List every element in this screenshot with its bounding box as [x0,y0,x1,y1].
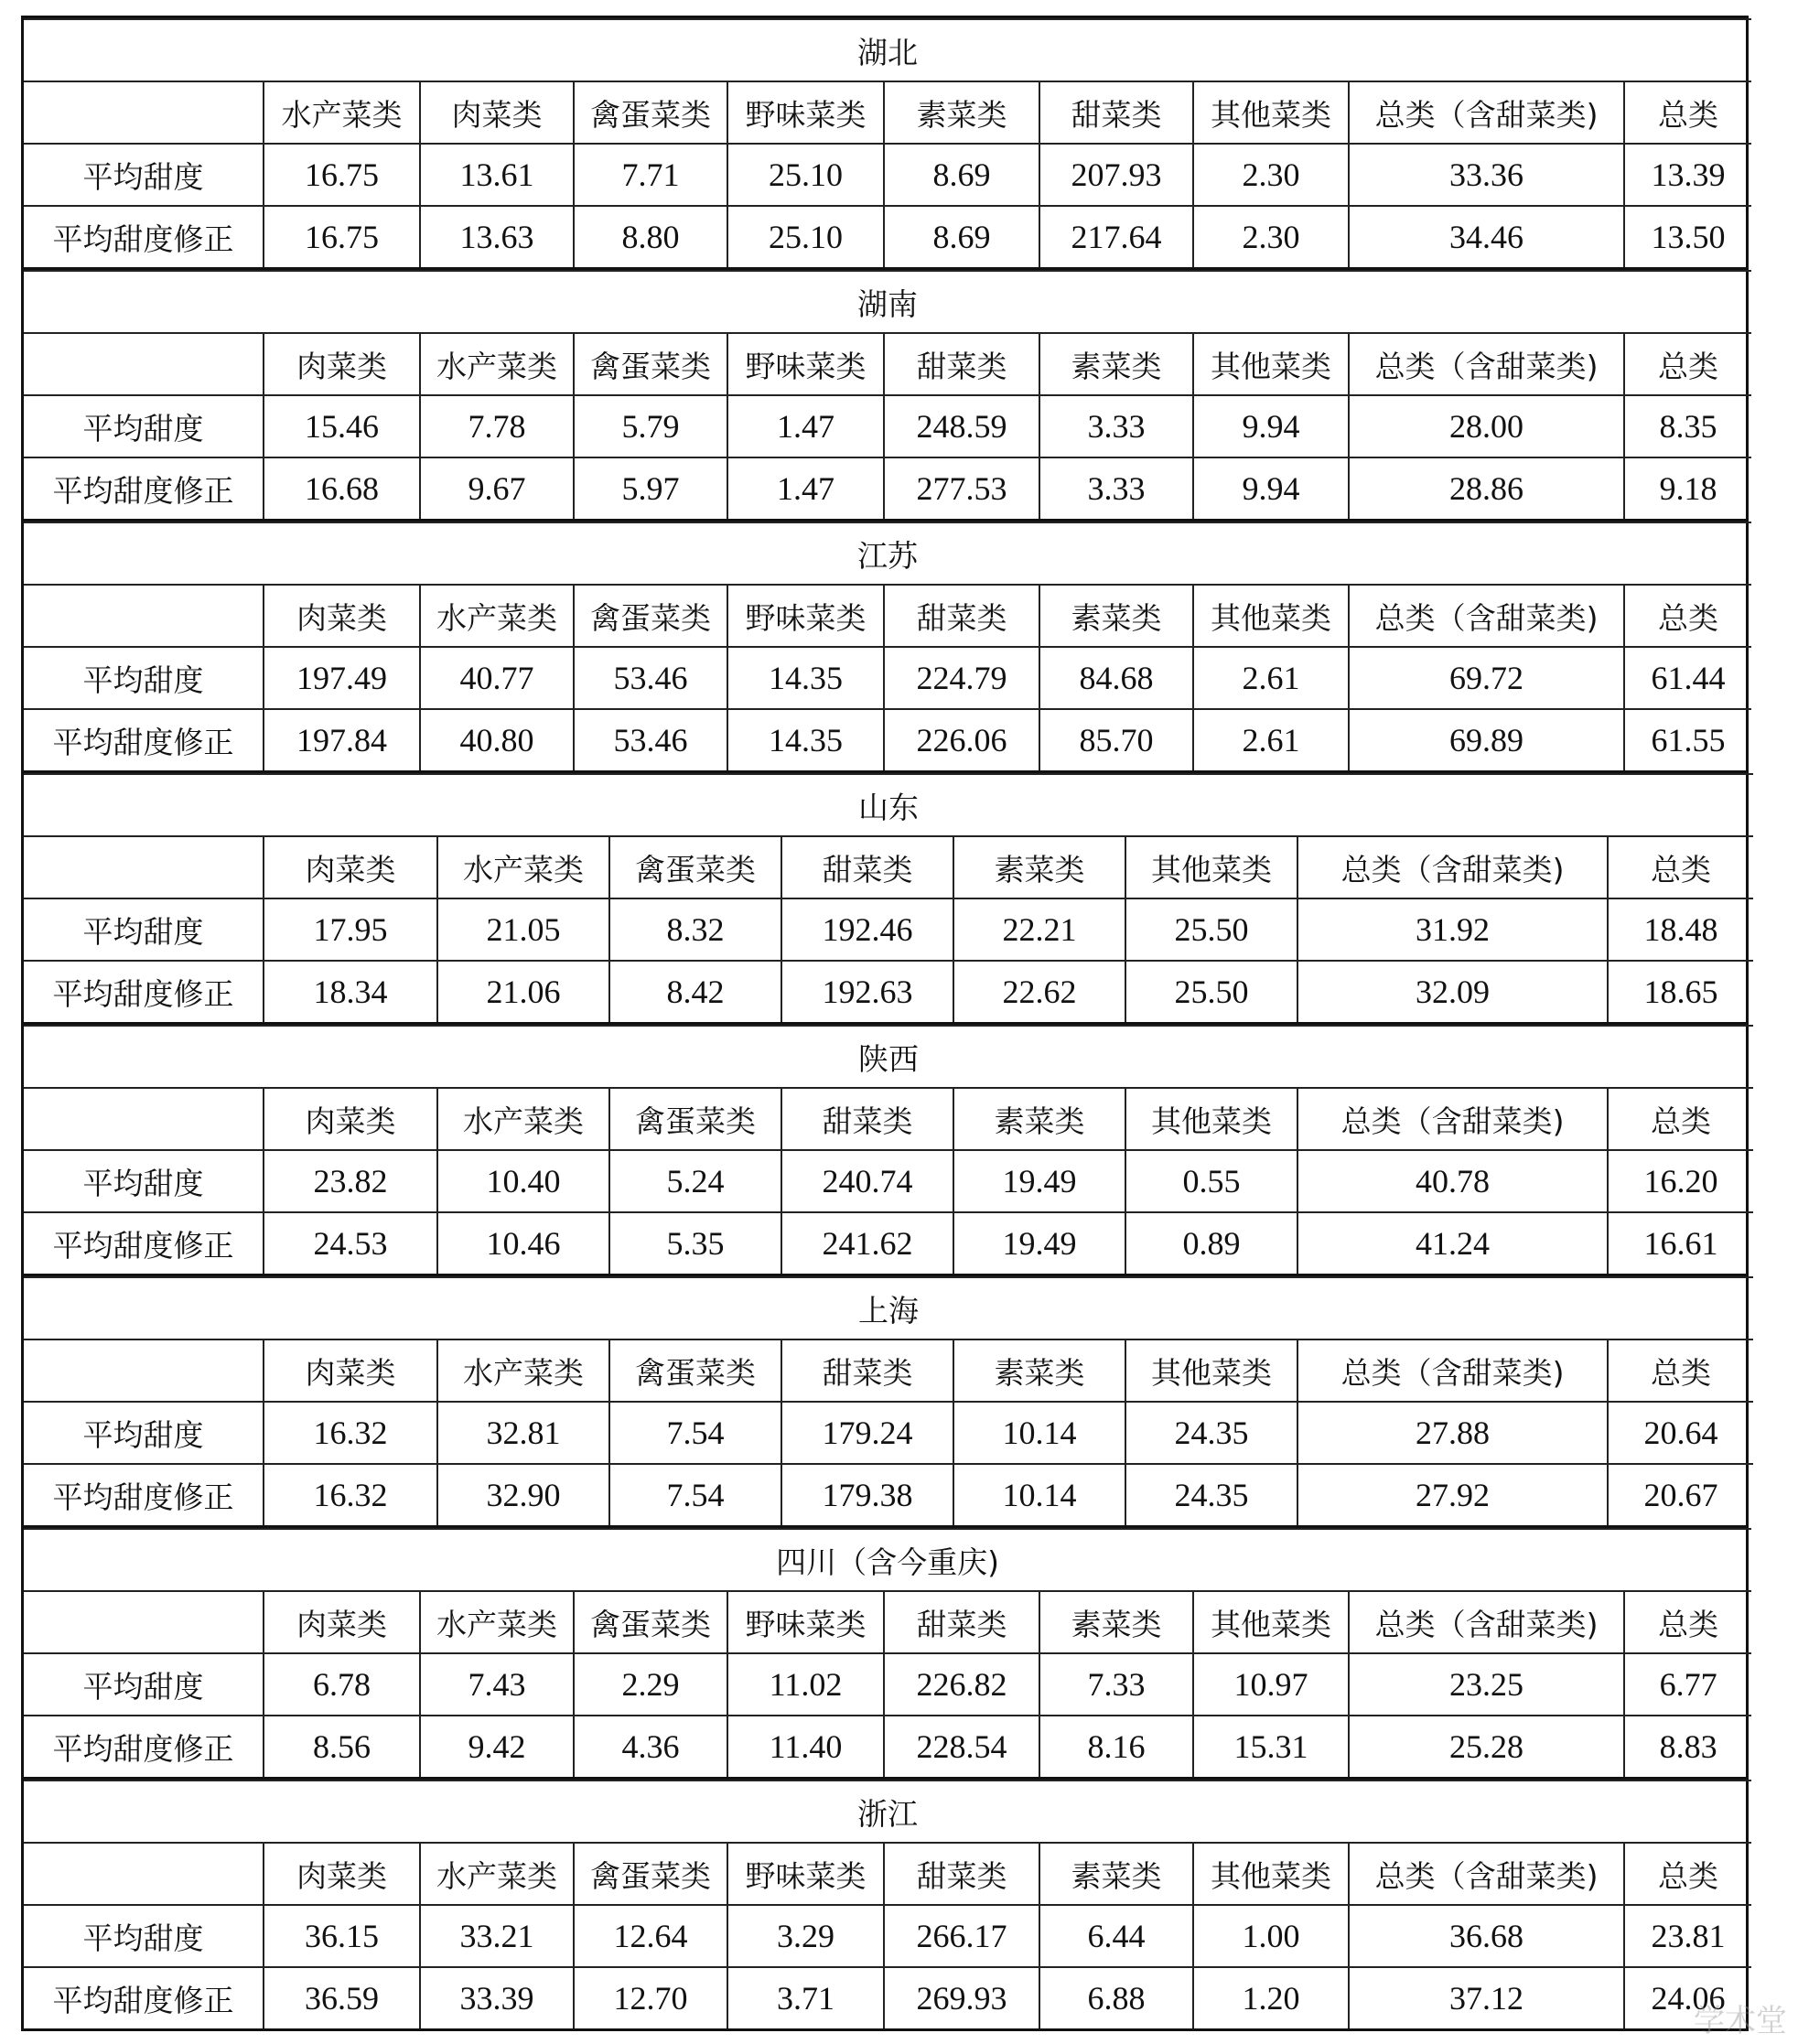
column-header: 素菜类 [953,836,1125,898]
row-label: 平均甜度 [24,1905,264,1967]
value-cell: 8.83 [1624,1716,1751,1777]
region-title: 浙江 [24,1780,1751,1843]
value-cell: 22.62 [953,961,1125,1022]
value-cell: 10.14 [953,1402,1125,1464]
value-cell: 3.33 [1039,395,1193,457]
value-cell: 10.97 [1193,1653,1349,1716]
value-cell: 19.49 [953,1150,1125,1212]
value-cell: 20.64 [1608,1402,1753,1464]
value-cell: 197.49 [264,647,420,709]
value-cell: 5.79 [574,395,727,457]
value-cell: 2.30 [1193,206,1349,267]
region-title: 湖北 [24,19,1751,81]
region-title: 四川（含今重庆) [24,1529,1751,1591]
table-row [24,709,1751,770]
value-cell: 9.18 [1624,457,1751,519]
value-cell: 16.68 [264,457,420,519]
value-cell: 13.63 [420,206,574,267]
value-cell: 23.81 [1624,1905,1751,1967]
value-cell: 0.55 [1125,1150,1297,1212]
value-cell: 85.70 [1039,709,1193,770]
column-header: 禽蛋菜类 [574,81,727,144]
empty-corner-cell [24,585,264,647]
value-cell: 7.54 [609,1402,781,1464]
column-header: 甜菜类 [1039,81,1193,144]
row-label: 平均甜度修正 [24,457,264,519]
table-row [24,1464,1753,1525]
column-header: 其他菜类 [1193,1591,1349,1653]
empty-corner-cell [24,1088,264,1150]
value-cell: 8.16 [1039,1716,1193,1777]
value-cell: 17.95 [264,898,437,961]
value-cell: 248.59 [884,395,1039,457]
value-cell: 33.21 [420,1905,574,1967]
value-cell: 12.64 [574,1905,727,1967]
row-label: 平均甜度修正 [24,961,264,1022]
value-cell: 13.50 [1624,206,1751,267]
column-header: 其他菜类 [1193,81,1349,144]
column-header: 总类 [1608,1088,1753,1150]
column-header: 甜菜类 [884,1843,1039,1905]
row-label: 平均甜度 [24,144,264,206]
column-header: 禽蛋菜类 [609,1088,781,1150]
value-cell: 240.74 [781,1150,953,1212]
value-cell: 22.21 [953,898,1125,961]
region-title: 上海 [24,1277,1753,1339]
column-header: 总类（含甜菜类) [1349,585,1624,647]
column-header: 总类（含甜菜类) [1349,333,1624,395]
value-cell: 269.93 [884,1967,1039,2028]
value-cell: 9.94 [1193,457,1349,519]
value-cell: 53.46 [574,709,727,770]
region-title: 山东 [24,774,1753,836]
value-cell: 69.72 [1349,647,1624,709]
column-header: 素菜类 [1039,1591,1193,1653]
column-header: 野味菜类 [727,585,884,647]
empty-corner-cell [24,836,264,898]
column-header: 甜菜类 [884,333,1039,395]
column-header: 水产菜类 [420,585,574,647]
value-cell: 16.20 [1608,1150,1753,1212]
table-row [24,206,1751,267]
value-cell: 40.80 [420,709,574,770]
column-header: 甜菜类 [884,585,1039,647]
value-cell: 2.29 [574,1653,727,1716]
value-cell: 5.97 [574,457,727,519]
value-cell: 23.82 [264,1150,437,1212]
value-cell: 31.92 [1297,898,1608,961]
value-cell: 8.35 [1624,395,1751,457]
column-header: 总类（含甜菜类) [1297,1088,1608,1150]
value-cell: 226.82 [884,1653,1039,1716]
column-header: 总类 [1608,836,1753,898]
value-cell: 207.93 [1039,144,1193,206]
column-header: 肉菜类 [264,1591,420,1653]
column-header: 禽蛋菜类 [574,1843,727,1905]
column-header: 总类（含甜菜类) [1349,81,1624,144]
column-header: 素菜类 [1039,585,1193,647]
value-cell: 7.54 [609,1464,781,1525]
value-cell: 277.53 [884,457,1039,519]
column-header: 野味菜类 [727,81,884,144]
value-cell: 20.67 [1608,1464,1753,1525]
value-cell: 18.34 [264,961,437,1022]
column-header: 肉菜类 [264,836,437,898]
value-cell: 21.06 [437,961,609,1022]
value-cell: 25.50 [1125,898,1297,961]
column-header: 肉菜类 [264,1088,437,1150]
value-cell: 15.46 [264,395,420,457]
column-header: 水产菜类 [420,1591,574,1653]
header-row [24,836,1753,898]
value-cell: 24.35 [1125,1402,1297,1464]
row-label: 平均甜度 [24,647,264,709]
value-cell: 179.24 [781,1402,953,1464]
value-cell: 8.42 [609,961,781,1022]
region-section [24,1780,1746,2028]
column-header: 总类（含甜菜类) [1349,1591,1624,1653]
row-label: 平均甜度 [24,1150,264,1212]
column-header: 其他菜类 [1193,1843,1349,1905]
value-cell: 6.77 [1624,1653,1751,1716]
column-header: 总类 [1624,585,1751,647]
header-row [24,81,1751,144]
region-title: 湖南 [24,271,1751,333]
row-label: 平均甜度修正 [24,1212,264,1274]
column-header: 禽蛋菜类 [574,585,727,647]
value-cell: 7.33 [1039,1653,1193,1716]
empty-corner-cell [24,333,264,395]
row-label: 平均甜度修正 [24,206,264,267]
column-header: 肉菜类 [264,333,420,395]
row-label: 平均甜度 [24,395,264,457]
table-row [24,1716,1751,1777]
value-cell: 19.49 [953,1212,1125,1274]
value-cell: 61.55 [1624,709,1751,770]
value-cell: 7.71 [574,144,727,206]
region-section [24,522,1746,773]
header-row [24,585,1751,647]
column-header: 素菜类 [1039,333,1193,395]
value-cell: 28.00 [1349,395,1624,457]
value-cell: 11.02 [727,1653,884,1716]
column-header: 总类（含甜菜类) [1349,1843,1624,1905]
value-cell: 5.35 [609,1212,781,1274]
value-cell: 10.46 [437,1212,609,1274]
column-header: 总类 [1624,81,1751,144]
value-cell: 27.88 [1297,1402,1608,1464]
column-header: 素菜类 [953,1339,1125,1402]
header-row [24,1591,1751,1653]
value-cell: 7.43 [420,1653,574,1716]
empty-corner-cell [24,1339,264,1402]
region-section [24,270,1746,522]
region-section [24,18,1746,270]
value-cell: 25.50 [1125,961,1297,1022]
value-cell: 197.84 [264,709,420,770]
value-cell: 16.32 [264,1464,437,1525]
value-cell: 8.69 [884,144,1039,206]
value-cell: 8.32 [609,898,781,961]
row-label: 平均甜度 [24,898,264,961]
value-cell: 32.90 [437,1464,609,1525]
table-row [24,647,1751,709]
row-label: 平均甜度 [24,1402,264,1464]
value-cell: 6.78 [264,1653,420,1716]
column-header: 总类 [1624,333,1751,395]
table-row [24,961,1753,1022]
column-header: 水产菜类 [437,1088,609,1150]
column-header: 肉菜类 [264,1339,437,1402]
value-cell: 21.05 [437,898,609,961]
value-cell: 228.54 [884,1716,1039,1777]
region-section [24,1528,1746,1780]
column-header: 其他菜类 [1125,1088,1297,1150]
table-row [24,144,1751,206]
value-cell: 5.24 [609,1150,781,1212]
value-cell: 25.28 [1349,1716,1624,1777]
value-cell: 15.31 [1193,1716,1349,1777]
column-header: 肉菜类 [264,585,420,647]
value-cell: 2.30 [1193,144,1349,206]
value-cell: 32.09 [1297,961,1608,1022]
value-cell: 10.40 [437,1150,609,1212]
watermark-logo: 学术堂 [1694,2003,1787,2039]
row-label: 平均甜度修正 [24,1967,264,2028]
value-cell: 16.75 [264,144,420,206]
column-header: 素菜类 [884,81,1039,144]
column-header: 甜菜类 [884,1591,1039,1653]
value-cell: 28.86 [1349,457,1624,519]
column-header: 水产菜类 [420,1843,574,1905]
column-header: 禽蛋菜类 [609,1339,781,1402]
value-cell: 6.44 [1039,1905,1193,1967]
table-row [24,1653,1751,1716]
column-header: 禽蛋菜类 [574,1591,727,1653]
value-cell: 1.00 [1193,1905,1349,1967]
column-header: 野味菜类 [727,1591,884,1653]
value-cell: 23.25 [1349,1653,1624,1716]
value-cell: 25.10 [727,206,884,267]
table-row [24,898,1753,961]
region-section [24,1025,1746,1276]
column-header: 素菜类 [1039,1843,1193,1905]
column-header: 其他菜类 [1125,836,1297,898]
table-row [24,1402,1753,1464]
column-header: 水产菜类 [420,333,574,395]
value-cell: 16.75 [264,206,420,267]
column-header: 总类 [1608,1339,1753,1402]
value-cell: 224.79 [884,647,1039,709]
column-header: 总类 [1624,1843,1751,1905]
row-label: 平均甜度修正 [24,709,264,770]
region-section [24,1276,1746,1528]
value-cell: 36.68 [1349,1905,1624,1967]
value-cell: 13.39 [1624,144,1751,206]
column-header: 甜菜类 [781,1088,953,1150]
value-cell: 226.06 [884,709,1039,770]
value-cell: 16.61 [1608,1212,1753,1274]
table-row [24,1150,1753,1212]
value-cell: 27.92 [1297,1464,1608,1525]
header-row [24,1088,1753,1150]
column-header: 其他菜类 [1125,1339,1297,1402]
value-cell: 192.63 [781,961,953,1022]
column-header: 水产菜类 [437,836,609,898]
value-cell: 10.14 [953,1464,1125,1525]
value-cell: 6.88 [1039,1967,1193,2028]
value-cell: 12.70 [574,1967,727,2028]
value-cell: 0.89 [1125,1212,1297,1274]
value-cell: 69.89 [1349,709,1624,770]
value-cell: 192.46 [781,898,953,961]
value-cell: 179.38 [781,1464,953,1525]
value-cell: 41.24 [1297,1212,1608,1274]
value-cell: 9.42 [420,1716,574,1777]
header-row [24,1339,1753,1402]
column-header: 野味菜类 [727,333,884,395]
value-cell: 36.15 [264,1905,420,1967]
value-cell: 32.81 [437,1402,609,1464]
value-cell: 40.77 [420,647,574,709]
value-cell: 24.35 [1125,1464,1297,1525]
header-row [24,1843,1751,1905]
row-label: 平均甜度修正 [24,1464,264,1525]
value-cell: 1.47 [727,395,884,457]
value-cell: 37.12 [1349,1967,1624,2028]
value-cell: 24.53 [264,1212,437,1274]
value-cell: 18.48 [1608,898,1753,961]
empty-corner-cell [24,1591,264,1653]
empty-corner-cell [24,81,264,144]
table-row [24,1212,1753,1274]
value-cell: 2.61 [1193,709,1349,770]
value-cell: 3.29 [727,1905,884,1967]
value-cell: 33.39 [420,1967,574,2028]
column-header: 禽蛋菜类 [609,836,781,898]
value-cell: 16.32 [264,1402,437,1464]
table-row [24,1967,1751,2028]
value-cell: 33.36 [1349,144,1624,206]
value-cell: 9.67 [420,457,574,519]
row-label: 平均甜度 [24,1653,264,1716]
column-header: 总类（含甜菜类) [1297,1339,1608,1402]
table-row [24,457,1751,519]
value-cell: 84.68 [1039,647,1193,709]
row-label: 平均甜度修正 [24,1716,264,1777]
column-header: 野味菜类 [727,1843,884,1905]
value-cell: 217.64 [1039,206,1193,267]
value-cell: 8.69 [884,206,1039,267]
region-title: 江苏 [24,522,1751,585]
value-cell: 4.36 [574,1716,727,1777]
value-cell: 18.65 [1608,961,1753,1022]
value-cell: 14.35 [727,709,884,770]
value-cell: 53.46 [574,647,727,709]
value-cell: 8.56 [264,1716,420,1777]
table-row [24,395,1751,457]
header-row [24,333,1751,395]
column-header: 甜菜类 [781,1339,953,1402]
value-cell: 1.20 [1193,1967,1349,2028]
value-cell: 241.62 [781,1212,953,1274]
value-cell: 2.61 [1193,647,1349,709]
column-header: 肉菜类 [420,81,574,144]
column-header: 素菜类 [953,1088,1125,1150]
column-header: 水产菜类 [264,81,420,144]
value-cell: 3.71 [727,1967,884,2028]
value-cell: 3.33 [1039,457,1193,519]
empty-corner-cell [24,1843,264,1905]
value-cell: 34.46 [1349,206,1624,267]
table-row [24,1905,1751,1967]
value-cell: 14.35 [727,647,884,709]
sweetness-table [21,16,1749,2031]
value-cell: 9.94 [1193,395,1349,457]
region-section [24,773,1746,1025]
value-cell: 61.44 [1624,647,1751,709]
column-header: 其他菜类 [1193,333,1349,395]
column-header: 肉菜类 [264,1843,420,1905]
value-cell: 24.06 [1624,1967,1751,2028]
value-cell: 8.80 [574,206,727,267]
value-cell: 40.78 [1297,1150,1608,1212]
column-header: 总类（含甜菜类) [1297,836,1608,898]
value-cell: 11.40 [727,1716,884,1777]
column-header: 水产菜类 [437,1339,609,1402]
value-cell: 25.10 [727,144,884,206]
column-header: 总类 [1624,1591,1751,1653]
value-cell: 13.61 [420,144,574,206]
column-header: 其他菜类 [1193,585,1349,647]
value-cell: 7.78 [420,395,574,457]
value-cell: 1.47 [727,457,884,519]
value-cell: 266.17 [884,1905,1039,1967]
region-title: 陕西 [24,1026,1753,1088]
value-cell: 36.59 [264,1967,420,2028]
column-header: 禽蛋菜类 [574,333,727,395]
column-header: 甜菜类 [781,836,953,898]
